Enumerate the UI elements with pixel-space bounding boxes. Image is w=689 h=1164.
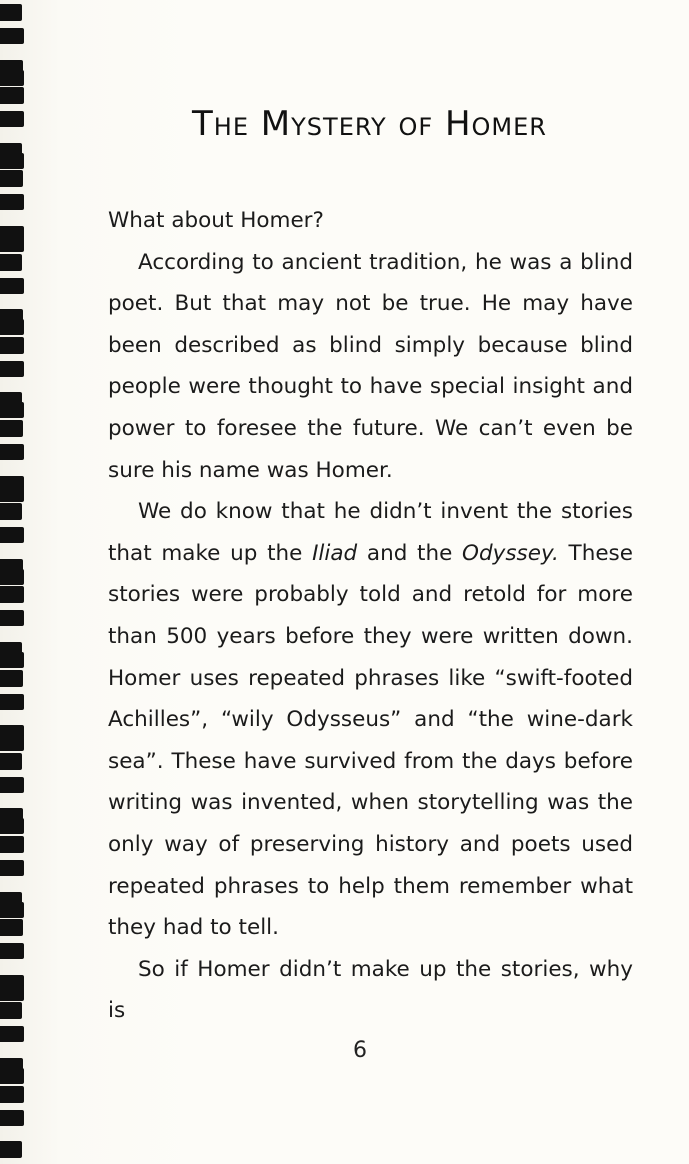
- binding-coil: [0, 444, 24, 460]
- page-number: 6: [353, 1038, 367, 1063]
- binding-coil: [0, 402, 24, 418]
- text-run: According to ancient tradition, he was a blind poet. But that may not be true. He may have been described as blind simply because blind people were thought to have special insight and power to foresee the future. We can’t even be sure his name was Homer.: [108, 249, 633, 483]
- binding-coil: [0, 111, 24, 127]
- binding-coil: [0, 527, 24, 543]
- paragraph: [108, 242, 633, 492]
- binding-coil: [0, 919, 23, 936]
- binding-coil: [0, 28, 24, 44]
- binding-coil: [0, 319, 24, 335]
- binding-coil: [0, 753, 22, 770]
- binding-coil: [0, 87, 24, 104]
- italic-title: Odyssey.: [462, 540, 559, 566]
- binding-coil: [0, 777, 24, 793]
- binding-coil: [0, 985, 24, 1001]
- binding-coil: [0, 652, 24, 668]
- binding-coil: [0, 1026, 24, 1042]
- binding-coil: [0, 1110, 24, 1126]
- body-text: [108, 200, 633, 1032]
- italic-title: Iliad: [312, 540, 358, 566]
- binding-coil: [0, 860, 24, 876]
- binding-coil: [0, 194, 24, 210]
- spiral-binding: [0, 0, 40, 1164]
- binding-coil: [0, 1141, 22, 1158]
- binding-coil: [0, 254, 22, 271]
- binding-coil: [0, 361, 24, 377]
- binding-coil: [0, 694, 24, 710]
- binding-coil: [0, 1086, 24, 1103]
- binding-coil: [0, 503, 22, 520]
- binding-coil: [0, 278, 24, 294]
- binding-coil: [0, 670, 23, 687]
- binding-coil: [0, 236, 24, 252]
- text-run: and the: [357, 540, 463, 566]
- binding-coil: [0, 486, 24, 502]
- text-run: So if Homer didn’t make up the stories, why is: [108, 956, 633, 1024]
- binding-coil: [0, 735, 24, 751]
- text-run: What about Homer?: [108, 208, 324, 233]
- binding-coil: [0, 586, 24, 603]
- paragraph: [108, 491, 633, 949]
- binding-coil: [0, 1002, 22, 1019]
- paragraph: [108, 200, 633, 242]
- chapter-title: The Mystery of Homer: [192, 104, 547, 144]
- binding-coil: [0, 610, 24, 626]
- binding-coil: [0, 337, 24, 354]
- binding-coil: [0, 943, 24, 959]
- text-run: These stories were probably told and retold for more than 500 years before they were written down. Homer uses repeated phrases like “swift-footed Achilles”, “wily Odysseus” and “the wine-dark sea”. These have survived from the days before writing was invented, when storytelling was the only way of preserving history and poets used repeated phrases to help them remember what they had to tell.: [108, 540, 633, 941]
- binding-coil: [0, 4, 22, 21]
- binding-coil: [0, 420, 23, 437]
- binding-coil: [0, 902, 24, 918]
- binding-coil: [0, 153, 24, 169]
- binding-coil: [0, 70, 24, 86]
- binding-coil: [0, 170, 23, 187]
- binding-coil: [0, 818, 24, 834]
- binding-coil: [0, 836, 24, 853]
- binding-coil: [0, 1068, 24, 1084]
- text-run: We do know that he didn’t invent the stories that make up the: [108, 499, 633, 566]
- paragraph: [108, 949, 633, 1032]
- binding-coil: [0, 569, 24, 585]
